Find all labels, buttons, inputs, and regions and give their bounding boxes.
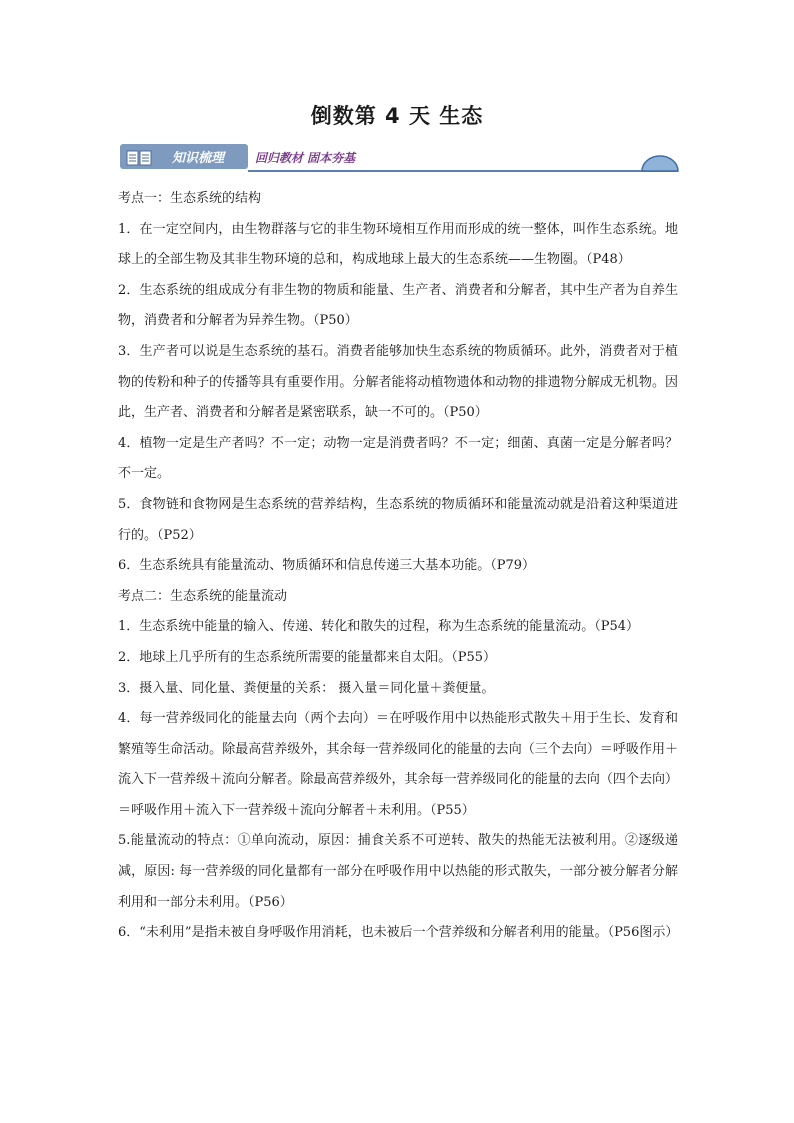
paragraph: 4．植物一定是生产者吗？不一定；动物一定是消费者吗？不一定；细菌、真菌一定是分解者吗？不一定。	[118, 435, 678, 482]
document-body	[118, 184, 678, 949]
banner-subtitle: 回归教材 固本夯基	[255, 151, 356, 165]
paragraph: 5.能量流动的特点：①单向流动，原因：捕食关系不可逆转、散失的热能无法被利用。②逐级递减，原因: 每一营养级的同化量都有一部分在呼吸作用中以热能的形式散失，一部分被分解者分解利用和一部分未利用。（P56）	[118, 833, 678, 910]
paragraph: 1．在一定空间内，由生物群落与它的非生物环境相互作用而形成的统一整体，叫作生态系统。地球上的全部生物及其非生物环境的总和，构成地球上最大的生态系统——生物圈。（P48）	[118, 221, 678, 268]
paragraph: 3．生产者可以说是生态系统的基石。消费者能够加快生态系统的物质循环。此外，消费者对于植物的传粉和种子的传播等具有重要作用。分解者能将动植物遗体和动物的排遗物分解成无机物。因此，生产者、消费者和分解者是紧密联系，缺一不可的。（P50）	[118, 343, 678, 421]
banner-tag	[120, 144, 248, 169]
paragraph: 4．每一营养级同化的能量去向（两个去向）＝在呼吸作用中以热能形式散失＋用于生长、发育和繁殖等生命活动。除最高营养级外，其余每一营养级同化的能量的去向（三个去向）＝呼吸作用＋流入下一营养级＋流向分解者。除最高营养级外，其余每一营养级同化的能量的去向（四个去向）＝呼吸作用＋流入下一营养级＋流向分解者＋未利用。（P55）	[118, 711, 678, 818]
banner-label: 知识梳理	[172, 151, 225, 166]
banner-divider	[248, 170, 678, 172]
section-banner	[120, 142, 680, 178]
dome-decoration-icon	[640, 155, 680, 172]
page-title: 倒数第 4 天 生态	[310, 104, 484, 128]
section-heading: 考点二：生态系统的能量流动	[118, 588, 288, 604]
section-heading: 考点一：生态系统的结构	[118, 191, 262, 206]
paragraph: 2．地球上几乎所有的生态系统所需要的能量都来自太阳。（P55）	[118, 649, 497, 665]
paragraph: 5．食物链和食物网是生态系统的营养结构，生态系统的物质循环和能量流动就是沿着这种渠道进行的。（P52）	[118, 496, 678, 543]
paragraph: 6．“未利用”是指未被自身呼吸作用消耗，也未被后一个营养级和分解者利用的能量。（P56图示）	[118, 925, 679, 941]
paragraph: 6．生态系统具有能量流动、物质循环和信息传递三大基本功能。（P79）	[118, 558, 536, 574]
paragraph: 3．摄入量、同化量、粪便量的关系： 摄入量＝同化量＋粪便量。	[118, 680, 495, 696]
paragraph: 1．生态系统中能量的输入、传递、转化和散失的过程，称为生态系统的能量流动。（P54）	[118, 619, 640, 635]
paragraph: 2．生态系统的组成成分有非生物的物质和能量、生产者、消费者和分解者，其中生产者为自养生物，消费者和分解者为异养生物。（P50）	[118, 282, 678, 329]
book-icon	[126, 150, 152, 166]
